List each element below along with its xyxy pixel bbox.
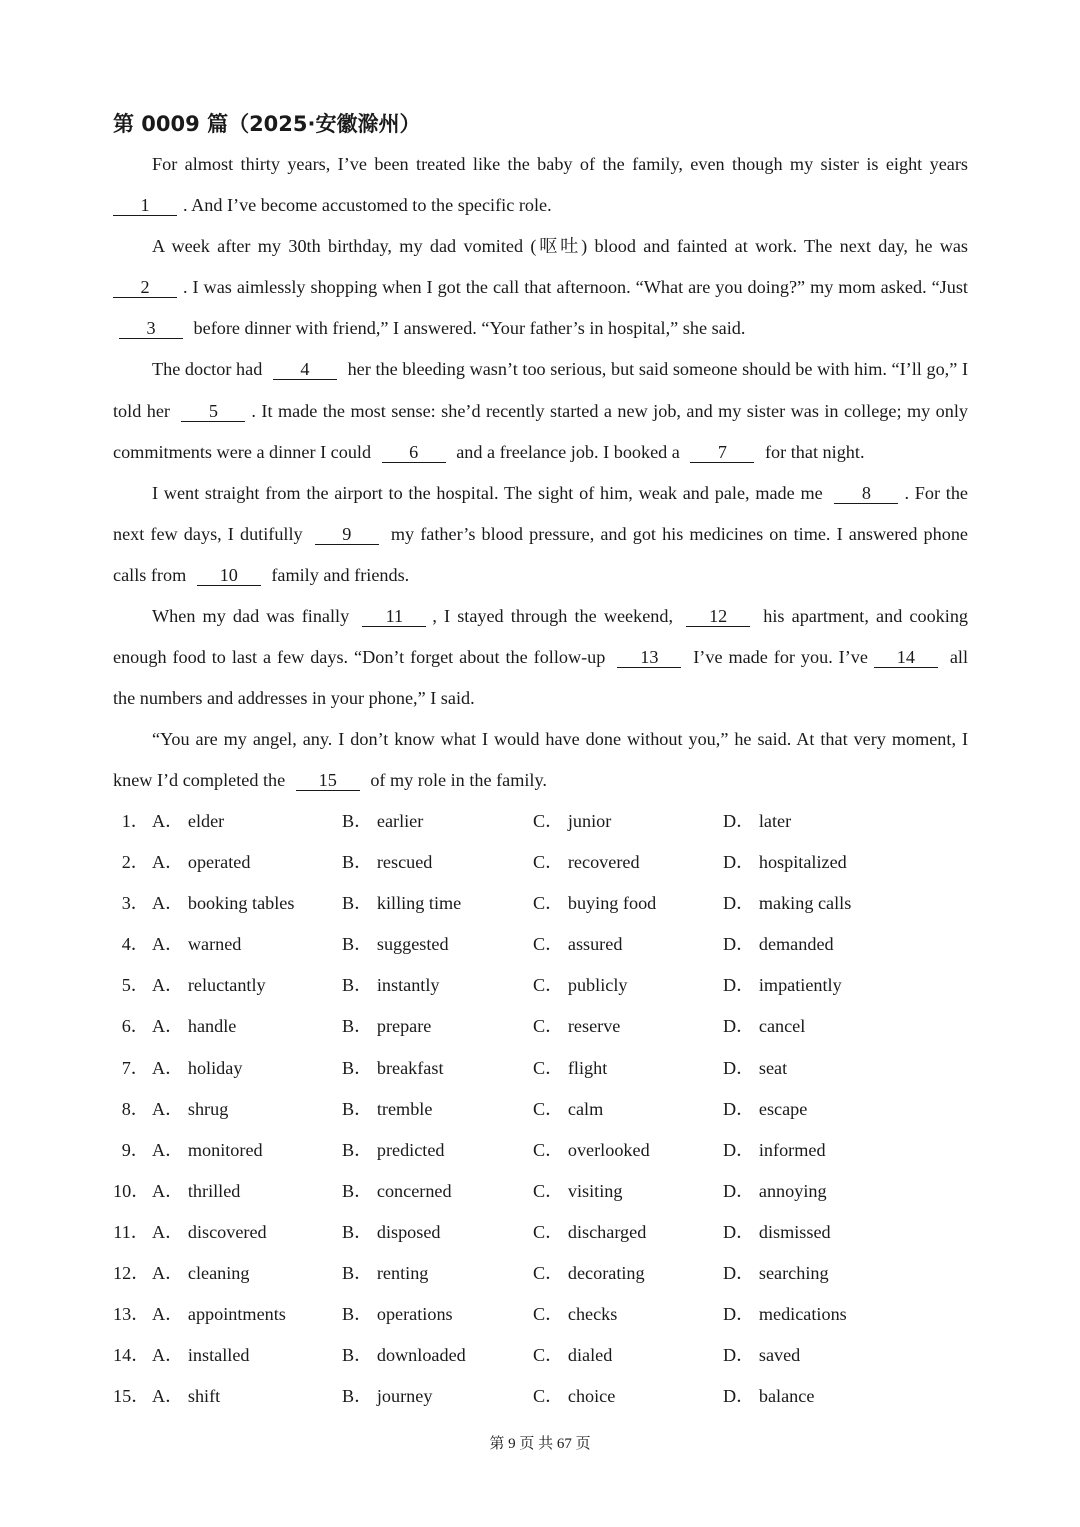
- option-a: A． elder: [152, 811, 225, 831]
- option-d: D． making calls: [723, 893, 852, 914]
- option-a: A． holiday: [152, 1057, 243, 1078]
- question-options-row: [113, 1089, 973, 1130]
- option-c: C． junior: [533, 811, 612, 831]
- passage-text: for that night.: [760, 441, 865, 462]
- page-footer: 第 9 页 共 67 页: [489, 1436, 591, 1452]
- question-options-row: [113, 1006, 973, 1047]
- option-b: B． tremble: [342, 1098, 433, 1119]
- question-number: 9．: [121, 1139, 149, 1160]
- question-options-row: [113, 924, 973, 965]
- option-b: B． killing time: [342, 893, 462, 914]
- option-b: B． suggested: [342, 934, 449, 955]
- question-options-row: [113, 842, 973, 883]
- question-options-row: [113, 1335, 973, 1376]
- passage-text: . And I’ve become accustomed to the specific role.: [183, 195, 552, 216]
- passage-text: her the bleeding wasn’t too serious, but said someone should be with him. “I’ll go,” I told her: [113, 359, 968, 421]
- question-options-row: [113, 1212, 973, 1253]
- answer-blank: 5: [181, 401, 245, 422]
- question-options-row: [113, 883, 973, 924]
- option-a: A． appointments: [152, 1304, 286, 1325]
- option-d: D． hospitalized: [723, 852, 847, 873]
- option-c: C． buying food: [533, 893, 657, 914]
- passage-text: When my dad was finally: [152, 606, 357, 627]
- answer-blank: 9: [315, 524, 379, 545]
- answer-blank: 6: [382, 442, 446, 463]
- answer-blank: 2: [113, 277, 177, 298]
- option-c: C． assured: [533, 934, 623, 955]
- option-b: B． rescued: [342, 852, 433, 873]
- option-d: D． searching: [723, 1263, 829, 1284]
- passage-text: I’ve made for you. I’ve: [687, 647, 874, 668]
- option-a: A． operated: [152, 852, 251, 873]
- answer-blank: 15: [296, 770, 360, 791]
- answer-blank: 4: [273, 359, 337, 380]
- option-d: D． seat: [723, 1057, 788, 1078]
- option-b: B． concerned: [342, 1180, 452, 1201]
- passage-text: I went straight from the airport to the hospital. The sight of him, weak and pale, made me: [152, 482, 829, 503]
- question-number: 5．: [121, 975, 149, 996]
- passage-paragraph: [113, 719, 968, 801]
- answer-blank: 3: [119, 318, 183, 339]
- option-d: D． balance: [723, 1386, 815, 1407]
- passage-text: my father’s blood pressure, and got his medicines on time. I answered phone calls from: [113, 523, 968, 585]
- passage-text: all the numbers and addresses in your phone,” I said.: [113, 647, 969, 709]
- question-number: 12．: [113, 1263, 150, 1284]
- passage-text: . It made the most sense: she’d recently started a new job, and my sister was in college; my only commitments were a dinner I could: [113, 400, 968, 462]
- option-a: A． installed: [152, 1345, 250, 1366]
- question-options-row: [113, 1048, 973, 1089]
- passage-paragraph: [113, 144, 968, 226]
- answer-blank: 10: [197, 565, 261, 586]
- answer-blank: 1: [113, 195, 177, 216]
- option-b: B． disposed: [342, 1221, 441, 1242]
- option-c: C． publicly: [533, 975, 628, 996]
- passage-text: , I stayed through the weekend,: [432, 606, 681, 627]
- question-options-row: [113, 965, 973, 1006]
- answer-blank: 12: [686, 606, 750, 627]
- question-number: 7．: [121, 1057, 149, 1078]
- question-options-row: [113, 1171, 973, 1212]
- question-number: 8．: [121, 1098, 149, 1119]
- option-d: D． saved: [723, 1345, 801, 1366]
- answer-blank: 8: [834, 483, 898, 504]
- option-d: D． later: [723, 811, 792, 831]
- option-c: C． checks: [533, 1304, 618, 1325]
- option-a: A． shrug: [152, 1098, 229, 1119]
- passage-text: A week after my 30th birthday, my dad vomited (呕吐) blood and fainted at work. The next day, he was: [152, 236, 968, 257]
- option-a: A． discovered: [152, 1221, 267, 1242]
- option-c: C． flight: [533, 1057, 608, 1078]
- question-number: 14．: [113, 1345, 150, 1366]
- answer-blank: 11: [362, 606, 426, 627]
- passage-text: For almost thirty years, I’ve been treated like the baby of the family, even though my sister is eight years: [152, 154, 968, 174]
- option-a: A． handle: [152, 1016, 237, 1037]
- option-c: C． choice: [533, 1386, 616, 1407]
- option-a: A． warned: [152, 934, 242, 955]
- question-options-row: [113, 1294, 973, 1335]
- passage-text: . For the next few days, I dutifully: [113, 482, 968, 544]
- question-options-row: [113, 801, 973, 842]
- option-a: A． thrilled: [152, 1180, 241, 1201]
- question-number: 3．: [121, 893, 149, 914]
- option-d: D． demanded: [723, 934, 834, 955]
- passage-text: of my role in the family.: [365, 770, 547, 791]
- option-a: A． shift: [152, 1386, 221, 1407]
- passage-text: family and friends.: [266, 564, 410, 585]
- passage-text: “You are my angel, any. I don’t know what I would have done without you,” he said. At that very moment, I knew I’d completed the: [113, 729, 968, 791]
- option-c: C． reserve: [533, 1016, 621, 1037]
- passage-text: The doctor had: [152, 359, 267, 380]
- passage-paragraph: [113, 473, 968, 596]
- option-b: B． breakfast: [342, 1057, 444, 1078]
- question-options-row: [113, 1130, 973, 1171]
- option-c: C． calm: [533, 1098, 604, 1119]
- option-c: C． decorating: [533, 1263, 645, 1284]
- question-number: 13．: [113, 1304, 150, 1325]
- question-options-row: [113, 1376, 973, 1417]
- passage-text: and a freelance job. I booked a: [451, 441, 685, 462]
- question-number: 10．: [113, 1180, 150, 1201]
- question-options-row: [113, 1253, 973, 1294]
- option-c: C． dialed: [533, 1345, 613, 1366]
- option-d: D． impatiently: [723, 975, 842, 996]
- option-d: D． annoying: [723, 1180, 827, 1201]
- option-d: D． cancel: [723, 1016, 806, 1037]
- option-c: C． overlooked: [533, 1139, 650, 1160]
- option-d: D． escape: [723, 1098, 808, 1119]
- option-c: C． recovered: [533, 852, 640, 873]
- answer-blank: 7: [690, 442, 754, 463]
- answer-blank: 14: [874, 647, 938, 668]
- question-number: 2．: [121, 852, 149, 873]
- passage-body: [113, 144, 968, 802]
- option-b: B． renting: [342, 1263, 429, 1284]
- question-number: 15．: [113, 1386, 150, 1407]
- option-b: B． operations: [342, 1304, 453, 1325]
- question-number: 4．: [121, 934, 149, 955]
- passage-text: . I was aimlessly shopping when I got the call that afternoon. “What are you doing?” my mom asked. “Just: [183, 277, 968, 298]
- passage-text: his apartment, and cooking enough food to last a few days. “Don’t forget about the follow-up: [113, 606, 969, 668]
- option-d: D． informed: [723, 1139, 826, 1160]
- passage-heading: 第 0009 篇（2025·安徽滁州）: [113, 112, 421, 136]
- question-number: 11．: [113, 1221, 149, 1242]
- option-a: A． monitored: [152, 1139, 263, 1160]
- answer-options: [113, 801, 973, 1417]
- passage-paragraph: [113, 226, 968, 349]
- option-a: A． booking tables: [152, 893, 295, 914]
- option-d: D． medications: [723, 1304, 847, 1325]
- option-a: A． reluctantly: [152, 975, 266, 996]
- option-c: C． visiting: [533, 1180, 623, 1201]
- option-b: B． predicted: [342, 1139, 445, 1160]
- option-b: B． journey: [342, 1386, 433, 1407]
- passage-paragraph: [113, 349, 968, 472]
- answer-blank: 13: [617, 647, 681, 668]
- passage-text: before dinner with friend,” I answered. “Your father’s in hospital,” she said.: [189, 318, 746, 339]
- option-b: B． downloaded: [342, 1345, 466, 1366]
- option-b: B． prepare: [342, 1016, 432, 1037]
- option-b: B． instantly: [342, 975, 440, 996]
- option-b: B． earlier: [342, 811, 424, 831]
- question-number: 1．: [121, 811, 149, 831]
- question-number: 6．: [121, 1016, 149, 1037]
- option-d: D． dismissed: [723, 1221, 831, 1242]
- option-a: A． cleaning: [152, 1263, 250, 1284]
- option-c: C． discharged: [533, 1221, 647, 1242]
- passage-paragraph: [113, 596, 968, 719]
